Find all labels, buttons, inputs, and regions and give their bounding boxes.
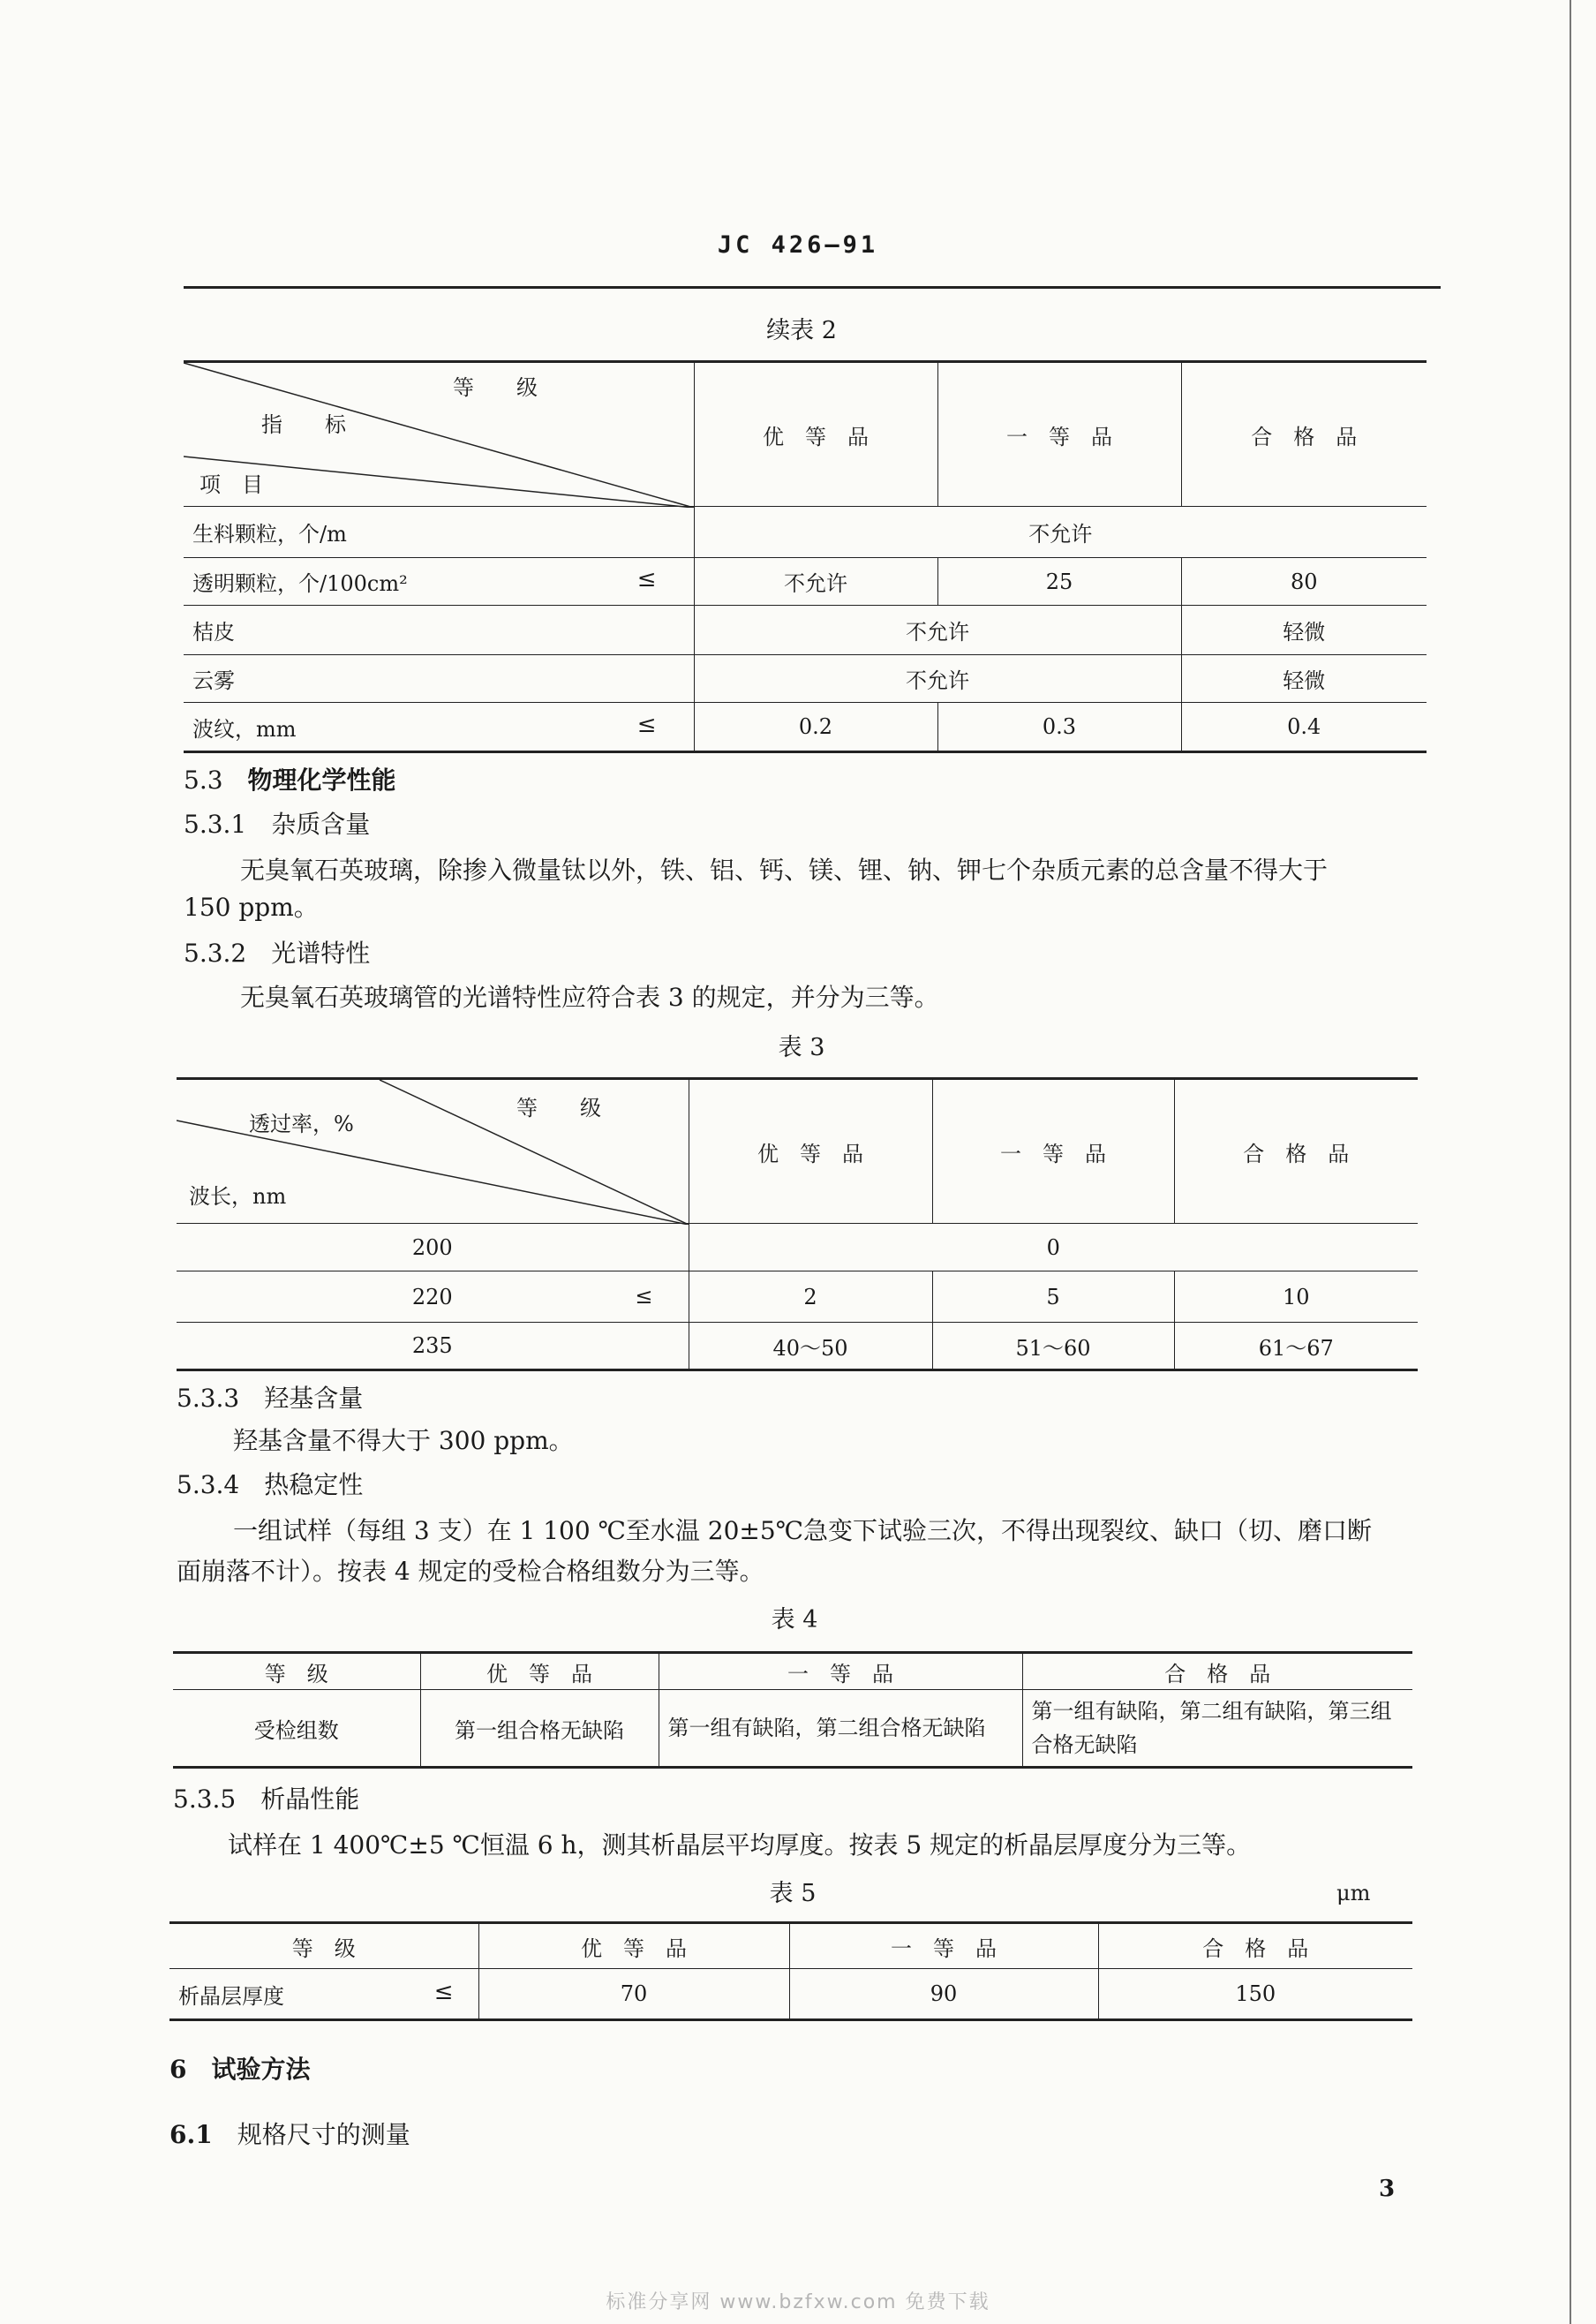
section-5-3-3: 5.3.3 羟基含量 <box>177 1384 364 1413</box>
table2-cell-merged: 不允许 <box>694 606 1181 655</box>
table4-cell: 第一组有缺陷，第二组有缺陷，第三组合格无缺陷 <box>1022 1690 1412 1768</box>
page-number: 3 <box>1379 2176 1396 2202</box>
table2-grade-3: 合 格 品 <box>1181 362 1427 507</box>
table5-head: 合 格 品 <box>1098 1923 1412 1969</box>
table2-row-name: 云雾 <box>184 655 694 703</box>
table2-cell-merged: 不允许 <box>694 507 1427 558</box>
paragraph-5-3-4-line1: 一组试样（每组 3 支）在 1 100 ℃至水温 20±5℃急变下试验三次，不得出现裂纹、缺口（切、磨口断 <box>233 1516 1373 1545</box>
table2-cell-merged: 不允许 <box>694 655 1181 703</box>
table3-grade-2: 一 等 品 <box>932 1079 1174 1224</box>
table3-cell: 10 <box>1174 1271 1418 1323</box>
table3-grade-3: 合 格 品 <box>1174 1079 1418 1224</box>
table2-corner-grade: 等 级 <box>453 375 538 400</box>
table2-cell: 轻微 <box>1181 606 1427 655</box>
paragraph-5-3-1-line2: 150 ppm。 <box>184 893 319 922</box>
section-6-1: 6.1 规格尺寸的测量 <box>169 2120 410 2149</box>
table-2 <box>184 360 1427 753</box>
table2-row-name: 桔皮 <box>184 606 694 655</box>
table3-wavelength: 235 <box>177 1323 689 1370</box>
table3-cell: 51～60 <box>932 1323 1174 1370</box>
table3-corner-transmittance: 透过率，% <box>249 1112 354 1136</box>
table2-corner-item: 项 目 <box>200 472 263 497</box>
table2-row-name: 透明颗粒，个/100cm² ≤ <box>184 558 694 606</box>
table2-cell: 0.4 <box>1181 703 1427 752</box>
lte-symbol: ≤ <box>636 566 657 592</box>
table2-cell: 0.2 <box>694 703 937 752</box>
table3-caption: 表 3 <box>778 1034 825 1061</box>
table4-head: 优 等 品 <box>420 1653 659 1690</box>
table3-corner-wavelength: 波长，nm <box>189 1184 287 1209</box>
section-5-3-4: 5.3.4 热稳定性 <box>177 1470 364 1499</box>
table4-head: 等 级 <box>173 1653 420 1690</box>
table5-head: 一 等 品 <box>789 1923 1098 1969</box>
table4-caption: 表 4 <box>771 1606 818 1634</box>
section-6: 6 试验方法 <box>169 2055 311 2084</box>
table3-grade-1: 优 等 品 <box>689 1079 932 1224</box>
table5-cell: 70 <box>478 1969 789 2020</box>
table-3 <box>177 1077 1418 1371</box>
table2-grade-2: 一 等 品 <box>937 362 1181 507</box>
paragraph-5-3-3: 羟基含量不得大于 300 ppm。 <box>233 1426 574 1455</box>
paragraph-5-3-2: 无臭氧石英玻璃管的光谱特性应符合表 3 的规定，并分为三等。 <box>240 983 939 1012</box>
lte-symbol: ≤ <box>635 1284 653 1309</box>
table5-head: 等 级 <box>169 1923 478 1969</box>
table3-corner-grade: 等 级 <box>516 1096 601 1120</box>
table5-cell: 150 <box>1098 1969 1412 2020</box>
table2-corner-index: 指 标 <box>261 412 346 437</box>
header-rule <box>184 286 1441 289</box>
table3-cell: 61～67 <box>1174 1323 1418 1370</box>
table5-cell: 90 <box>789 1969 1098 2020</box>
table4-cell: 第一组合格无缺陷 <box>420 1690 659 1768</box>
table3-wavelength: 200 <box>177 1224 689 1271</box>
section-5-3-2: 5.3.2 光谱特性 <box>184 939 371 968</box>
table3-cell-merged: 0 <box>689 1224 1418 1271</box>
table2-caption: 续表 2 <box>766 317 837 344</box>
table3-cell: 40～50 <box>689 1323 932 1370</box>
table4-cell: 第一组有缺陷，第二组合格无缺陷 <box>659 1690 1022 1768</box>
section-5-3-5: 5.3.5 析晶性能 <box>173 1784 360 1814</box>
table2-grade-1: 优 等 品 <box>694 362 937 507</box>
table3-cell: 5 <box>932 1271 1174 1323</box>
table2-cell: 轻微 <box>1181 655 1427 703</box>
page-frame-line <box>1570 0 1571 2324</box>
table5-row-name: 析晶层厚度 ≤ <box>169 1969 478 2020</box>
lte-symbol: ≤ <box>433 1978 454 2005</box>
table4-head: 一 等 品 <box>659 1653 1022 1690</box>
paragraph-5-3-4-line2: 面崩落不计）。按表 4 规定的受检合格组数分为三等。 <box>177 1557 764 1586</box>
table-4 <box>173 1651 1412 1769</box>
lte-symbol: ≤ <box>636 711 657 738</box>
table2-row-name: 波纹，mm ≤ <box>184 703 694 752</box>
paragraph-5-3-1-line1: 无臭氧石英玻璃，除掺入微量钛以外，铁、铝、钙、镁、锂、钠、钾七个杂质元素的总含量不得大于 <box>240 856 1329 885</box>
table3-corner-cell <box>177 1079 689 1224</box>
table4-head: 合 格 品 <box>1022 1653 1412 1690</box>
section-5-3: 5.3 物理化学性能 <box>184 766 396 795</box>
table4-row-name: 受检组数 <box>173 1690 420 1768</box>
document-header: JC 426—91 <box>717 231 879 259</box>
table5-unit: μm <box>1336 1881 1371 1905</box>
table2-corner-cell <box>184 362 694 507</box>
table2-row-name: 生料颗粒，个/m <box>184 507 694 558</box>
table3-cell: 2 <box>689 1271 932 1323</box>
table2-cell: 80 <box>1181 558 1427 606</box>
paragraph-5-3-5: 试样在 1 400℃±5 ℃恒温 6 h，测其析晶层平均厚度。按表 5 规定的析晶层厚度分为三等。 <box>228 1830 1252 1860</box>
table2-cell: 25 <box>937 558 1181 606</box>
watermark-footer: 标准分享网 www.bzfxw.com 免费下载 <box>606 2291 990 2313</box>
table5-caption: 表 5 <box>769 1880 817 1907</box>
section-5-3-1: 5.3.1 杂质含量 <box>184 810 371 839</box>
table5-head: 优 等 品 <box>478 1923 789 1969</box>
table-5 <box>169 1921 1412 2021</box>
table2-cell: 0.3 <box>937 703 1181 752</box>
table2-cell: 不允许 <box>694 558 937 606</box>
table3-wavelength: 220 ≤ <box>177 1271 689 1323</box>
